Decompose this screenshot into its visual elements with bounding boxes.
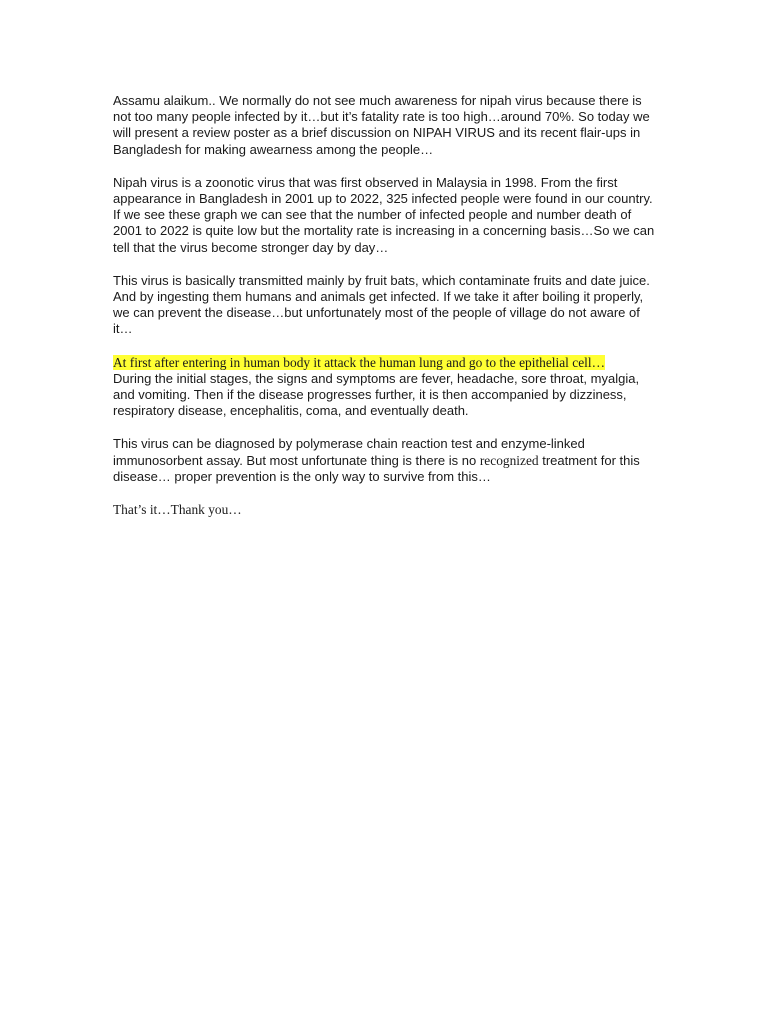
paragraph-introduction: Nipah virus is a zoonotic virus that was first observed in Malaysia in 1998. From the first appearance in Bangladesh in 2001 up to 2022, 325 infected people were found in our country. If we see these graph we can see that the number of infected people and number death of 2001 to 2022 is quite low but the mortality rate is increasing in a concerning basis…So we can tell that the virus become stronger day by day… [113,174,655,255]
highlighted-text: At first after entering in human body it attack the human lung and go to the epithelial cell… [113,354,605,370]
paragraph-closing: That’s it…Thank you… [113,502,242,518]
paragraph-diagnosis [113,436,658,485]
diagnosis-text-end: treatment for this disease… proper prevention is the only way to survive from this… [113,452,640,484]
paragraph-highlighted [113,355,658,371]
document-body [113,93,658,535]
diagnosis-text-start: This virus can be diagnosed by polymerase chain reaction test and enzyme-linked immunosorbent assay. But most unfortunate thing is there is no [113,436,585,468]
paragraph-greeting: Assamu alaikum.. We normally do not see much awareness for nipah virus because there is not too many people infected by it…but it’s fatality rate is too high…around 70%. So today we will present a review poster as a brief discussion on NIPAH VIRUS and its recent flair-ups in Bangladesh for making awearness among the people… [113,93,650,157]
paragraph-transmission: This virus is basically transmitted mainly by fruit bats, which contaminate fruits and date juice. And by ingesting them humans and animals get infected. If we take it after boiling it properly, we can prevent the disease…but unfortunately most of the people of village do not aware of it… [113,272,650,337]
paragraph-symptoms: During the initial stages, the signs and symptoms are fever, headache, sore throat, myalgia, and vomiting. Then if the disease progresses further, it is then accompanied by dizziness, respiratory disease, encephalitis, coma, and eventually death. [113,370,640,419]
diagnosis-keyword: recognized [479,452,539,468]
